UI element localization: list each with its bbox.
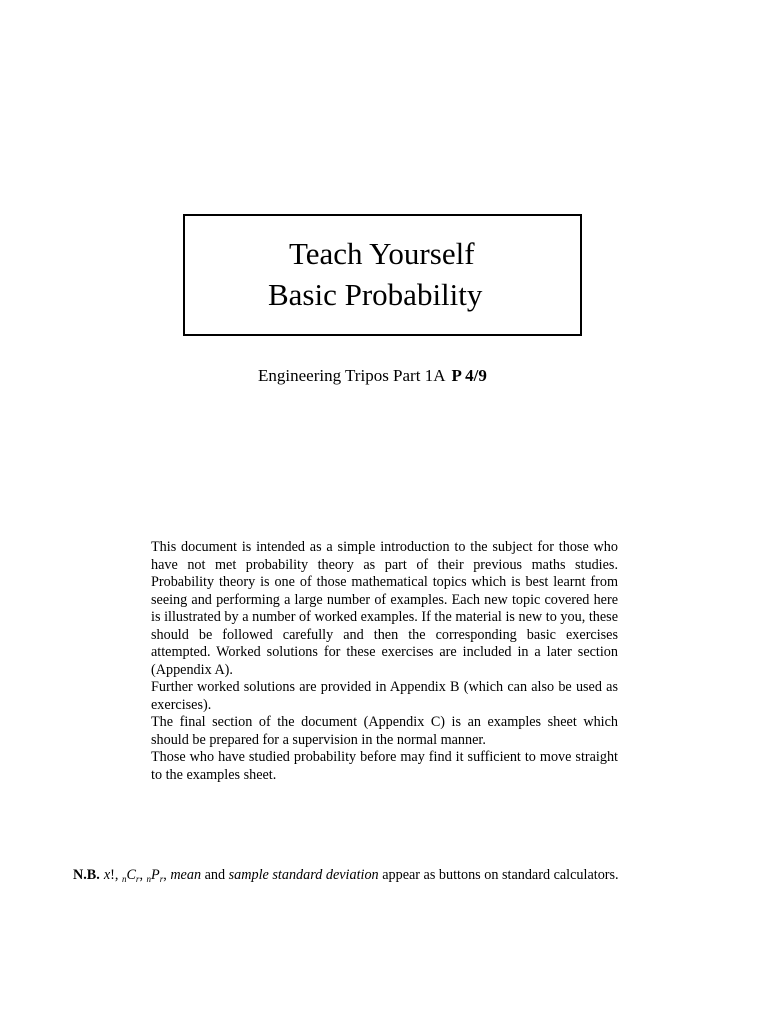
note-comb-index: r: [135, 874, 140, 884]
calculator-note: [73, 866, 619, 888]
note-tail: appear as buttons on standard calculators.: [382, 867, 619, 883]
note-sep-2: ,: [163, 867, 167, 883]
course-code: P 4/9: [451, 366, 487, 385]
note-mean: mean: [170, 867, 202, 883]
note-comb-sub: n: [121, 874, 127, 884]
course-subtitle: [258, 366, 487, 386]
course-name: Engineering Tripos Part 1A: [258, 366, 446, 385]
title-line-1: Teach Yourself: [289, 236, 475, 271]
intro-paragraph: Further worked solutions are provided in Appendix B (which can also be used as exercises).: [151, 679, 618, 713]
note-and: and: [204, 867, 226, 883]
note-label: N.B.: [73, 867, 100, 883]
intro-paragraph: Those who have studied probability before may find it sufficient to move straight to the examples sheet.: [151, 749, 618, 783]
note-perm-sub: n: [146, 874, 152, 884]
note-perm-index: r: [159, 874, 164, 884]
note-ssd: sample standard deviation: [228, 867, 379, 883]
intro-paragraph: The final section of the document (Appendix C) is an examples sheet which should be prepared for a supervision in the normal manner.: [151, 714, 618, 748]
note-factorial: x: [103, 867, 111, 883]
title-box: [183, 214, 582, 336]
note-perm-main: P: [151, 867, 160, 883]
title-line-2: Basic Probability: [268, 277, 483, 312]
note-comb-main: C: [126, 867, 136, 883]
intro-text: [151, 539, 618, 784]
note-factorial-suffix: !,: [110, 867, 119, 883]
intro-paragraph: This document is intended as a simple introduction to the subject for those who have not met probability theory as part of their previous maths studies. Probability theory is one of those mathematical topics which is best learnt from seeing and performing a large number of examples. Each new topic covered here is illustrated by a number of worked examples. If the material is new to you, these should be followed carefully and then the corresponding basic exercises attempted. Worked solutions for these exercises are included in a later section (Appendix A).: [151, 539, 618, 678]
note-sep: ,: [139, 867, 143, 883]
